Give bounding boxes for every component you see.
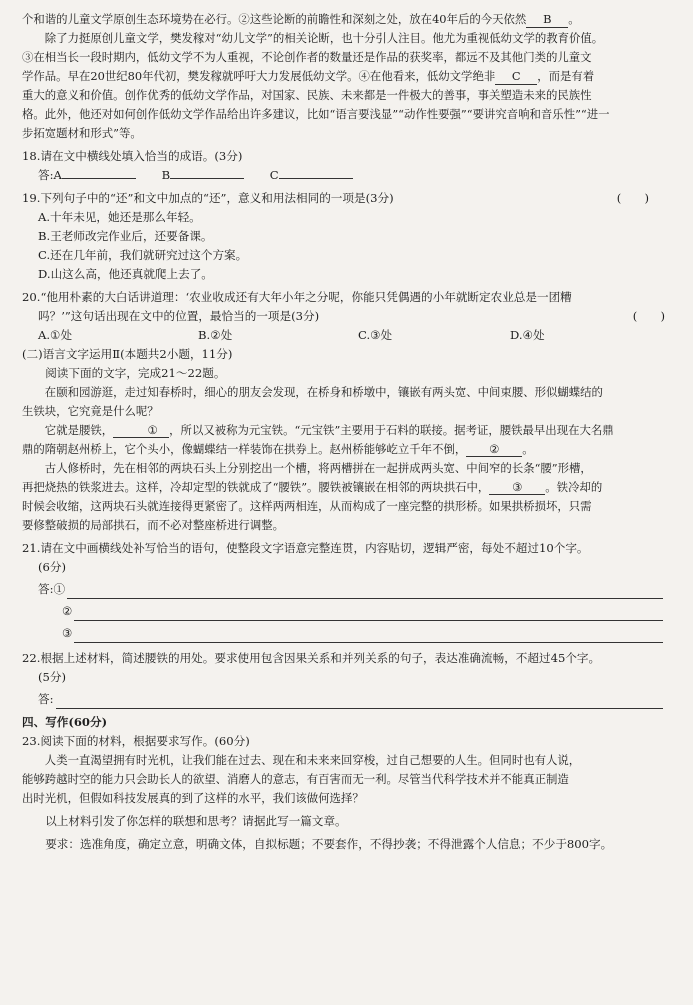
answer-label: ② xyxy=(62,604,73,618)
passage-line: 时候会收缩，这两块石头就连接得更紧密了。这样两两相连，从而构成了一座完整的拱形桥。如果拱桥损坏，只需 xyxy=(22,499,592,513)
passage-line xyxy=(22,478,663,497)
option-c: C.还在几年前，我们就研究过这个方案。 xyxy=(38,248,248,262)
option-d: D.④处 xyxy=(510,328,545,342)
question-23-stem: 23.阅读下面的材料，根据要求写作。(60分) xyxy=(22,734,250,748)
answer-row-2 xyxy=(38,599,663,621)
passage-text: 。 xyxy=(522,442,534,456)
passage-text: ，所以又被称为元宝铁。“元宝铁”主要用于石料的联接。据考证，腰铁最早出现在大名鼎 xyxy=(169,423,614,437)
answer-line-2[interactable] xyxy=(74,606,663,621)
question-text: 19.下列句子中的“还”和文中加点的“还”，意义和用法相同的一项是(3分) xyxy=(22,191,394,205)
passage-line: 重大的意义和价值。创作优秀的低幼文学作品，对国家、民族、未来都是一件极大的善事，事关塑造未来的民族性 xyxy=(22,88,592,102)
answer-label: 答: xyxy=(38,692,54,706)
question-18-stem: 18.请在文中横线处填入恰当的成语。(3分) xyxy=(22,149,243,163)
passage-text: ，而是有着 xyxy=(537,69,595,83)
passage-line: 格。此外，他还对如何创作低幼文学作品给出许多建议，比如“语言要浅显”“动作性要强”“要讲究音响和音乐性”“进一 xyxy=(22,107,610,121)
passage-1 xyxy=(22,10,663,143)
question-20-options xyxy=(38,326,663,345)
answer-label-c: C xyxy=(269,168,279,182)
passage-line: 步拓宽题材和形式”等。 xyxy=(22,126,142,140)
answer-paren[interactable]: ( ) xyxy=(616,191,649,205)
passage-text: 鼎的隋朝赵州桥上，它个头小，像蝴蝶结一样装饰在拱券上。赵州桥能够屹立千年不倒， xyxy=(22,442,467,456)
question-22-stem: 22.根据上述材料，简述腰铁的用处。要求使用包含因果关系和并列关系的句子，表达准确流畅，不超过45个字。 xyxy=(22,651,601,665)
question-20-stem-cont xyxy=(38,307,663,326)
answer-blank-c[interactable] xyxy=(279,166,353,179)
material-line: 能够跨越时空的能力只会助长人的欲望、消磨人的意志，有百害而无一利。尽管当代科学技术并不能真正制造 xyxy=(22,772,569,786)
passage-line: 要修整破损的局部拱石，而不必对整座桥进行调整。 xyxy=(22,518,284,532)
section-title: 四、写作(60分) xyxy=(22,715,108,729)
blank-2: ② xyxy=(466,442,522,457)
answer-blank-a[interactable] xyxy=(62,166,136,179)
question-18-answer xyxy=(38,166,663,185)
question-22-score: (5分) xyxy=(38,670,67,684)
option-d: D.山这么高，他还真就爬上去了。 xyxy=(38,267,213,281)
passage-text: 。 xyxy=(568,12,580,26)
answer-blank-b[interactable] xyxy=(170,166,244,179)
passage-line: ③在相当长一段时期内，低幼文学不为人重视，不论创作者的数量还是作品的获奖率，都远不及其他门类的儿童文 xyxy=(22,50,592,64)
answer-label: ③ xyxy=(62,626,73,640)
passage-line: 在颐和园游逛，走过知春桥时，细心的朋友会发现，在桥身和桥墩中，镶嵌有两头宽、中间束腰、形似蝴蝶结的 xyxy=(44,385,603,399)
passage-line: 除了力挺原创儿童文学，樊发稼对“幼儿文学”的相关论断，也十分引人注目。他尤为重视低幼文学的教育价值。 xyxy=(44,31,604,45)
section-title: (二)语言文字运用Ⅱ(本题共2小题，11分) xyxy=(22,347,233,361)
answer-row-1 xyxy=(38,577,663,599)
answer-line-22[interactable] xyxy=(56,694,664,709)
answer-paren[interactable]: ( ) xyxy=(632,309,665,323)
answer-line-1[interactable] xyxy=(67,584,663,599)
passage-text: 再把烧热的铁浆进去。这样，冷却定型的铁就成了“腰铁”。腰铁被镶嵌在相邻的两块拱石中， xyxy=(22,480,490,494)
passage-2 xyxy=(22,383,663,535)
answer-label-b: B xyxy=(161,168,171,182)
option-a: A.①处 xyxy=(38,328,73,342)
answer-label: 答:① xyxy=(38,582,66,596)
blank-b: B xyxy=(526,12,568,28)
option-c: C.③处 xyxy=(358,328,393,342)
material-line: 出时光机，但假如科技发展真的到了这样的水平，我们该做何选择？ xyxy=(22,791,364,805)
writing-prompt: 以上材料引发了你怎样的联想和思考？请据此写一篇文章。 xyxy=(45,814,347,828)
section-instruction: 阅读下面的文字，完成21～22题。 xyxy=(45,366,226,380)
question-19-stem xyxy=(22,189,663,208)
passage-line xyxy=(22,421,663,440)
passage-line: 生铁块，它究竟是什么呢？ xyxy=(22,404,159,418)
passage-line: 古人修桥时，先在相邻的两块石头上分别挖出一个槽，将两槽拼在一起拼成两头宽、中间窄的长条“腰”形槽， xyxy=(44,461,592,475)
passage-text: 个和谐的儿童文学原创生态环境势在必行。②这些论断的前瞻性和深刻之处，放在40年后的今天依然 xyxy=(22,12,527,26)
passage-line xyxy=(22,67,663,86)
blank-c: C xyxy=(495,69,537,85)
option-b: B.王老师改完作业后，还要备课。 xyxy=(38,229,213,243)
passage-text: 。铁冷却的 xyxy=(545,480,603,494)
answer-row-3 xyxy=(38,621,663,643)
answer-label-a: 答:A xyxy=(38,168,62,182)
passage-line xyxy=(22,10,663,29)
question-21-stem: 21.请在文中画横线处补写恰当的语句，使整段文字语意完整连贯，内容贴切，逻辑严密，每处不超过10个字。 xyxy=(22,541,589,555)
material-line: 人类一直渴望拥有时光机，让我们能在过去、现在和未来来回穿梭，过自己想要的人生。但同时也有人说， xyxy=(44,753,581,767)
passage-text: 它就是腰铁， xyxy=(44,423,114,437)
blank-1: ① xyxy=(113,423,169,438)
question-20-stem: 20.“他用朴素的大白话讲道理：‘农业收成还有大年小年之分呢，你能只凭偶遇的小年就断定农业总是一团糟 xyxy=(22,290,572,304)
passage-line xyxy=(22,440,663,459)
writing-material xyxy=(22,751,663,808)
passage-text: 学作品。早在20世纪80年代初，樊发稼就呼吁大力发展低幼文学。④在他看来，低幼文学绝非 xyxy=(22,69,496,83)
question-text: 吗？’”这句话出现在文中的位置，最恰当的一项是(3分) xyxy=(38,309,320,323)
answer-line-3[interactable] xyxy=(74,628,663,643)
blank-3: ③ xyxy=(489,480,545,495)
option-b: B.②处 xyxy=(198,328,233,342)
answer-row-22 xyxy=(38,687,663,709)
question-21-score: (6分) xyxy=(38,560,67,574)
option-a: A.十年未见，她还是那么年轻。 xyxy=(38,210,201,224)
writing-requirements: 要求：选准角度，确定立意，明确文体，自拟标题；不要套作，不得抄袭；不得泄露个人信息；不少于800字。 xyxy=(45,837,613,851)
